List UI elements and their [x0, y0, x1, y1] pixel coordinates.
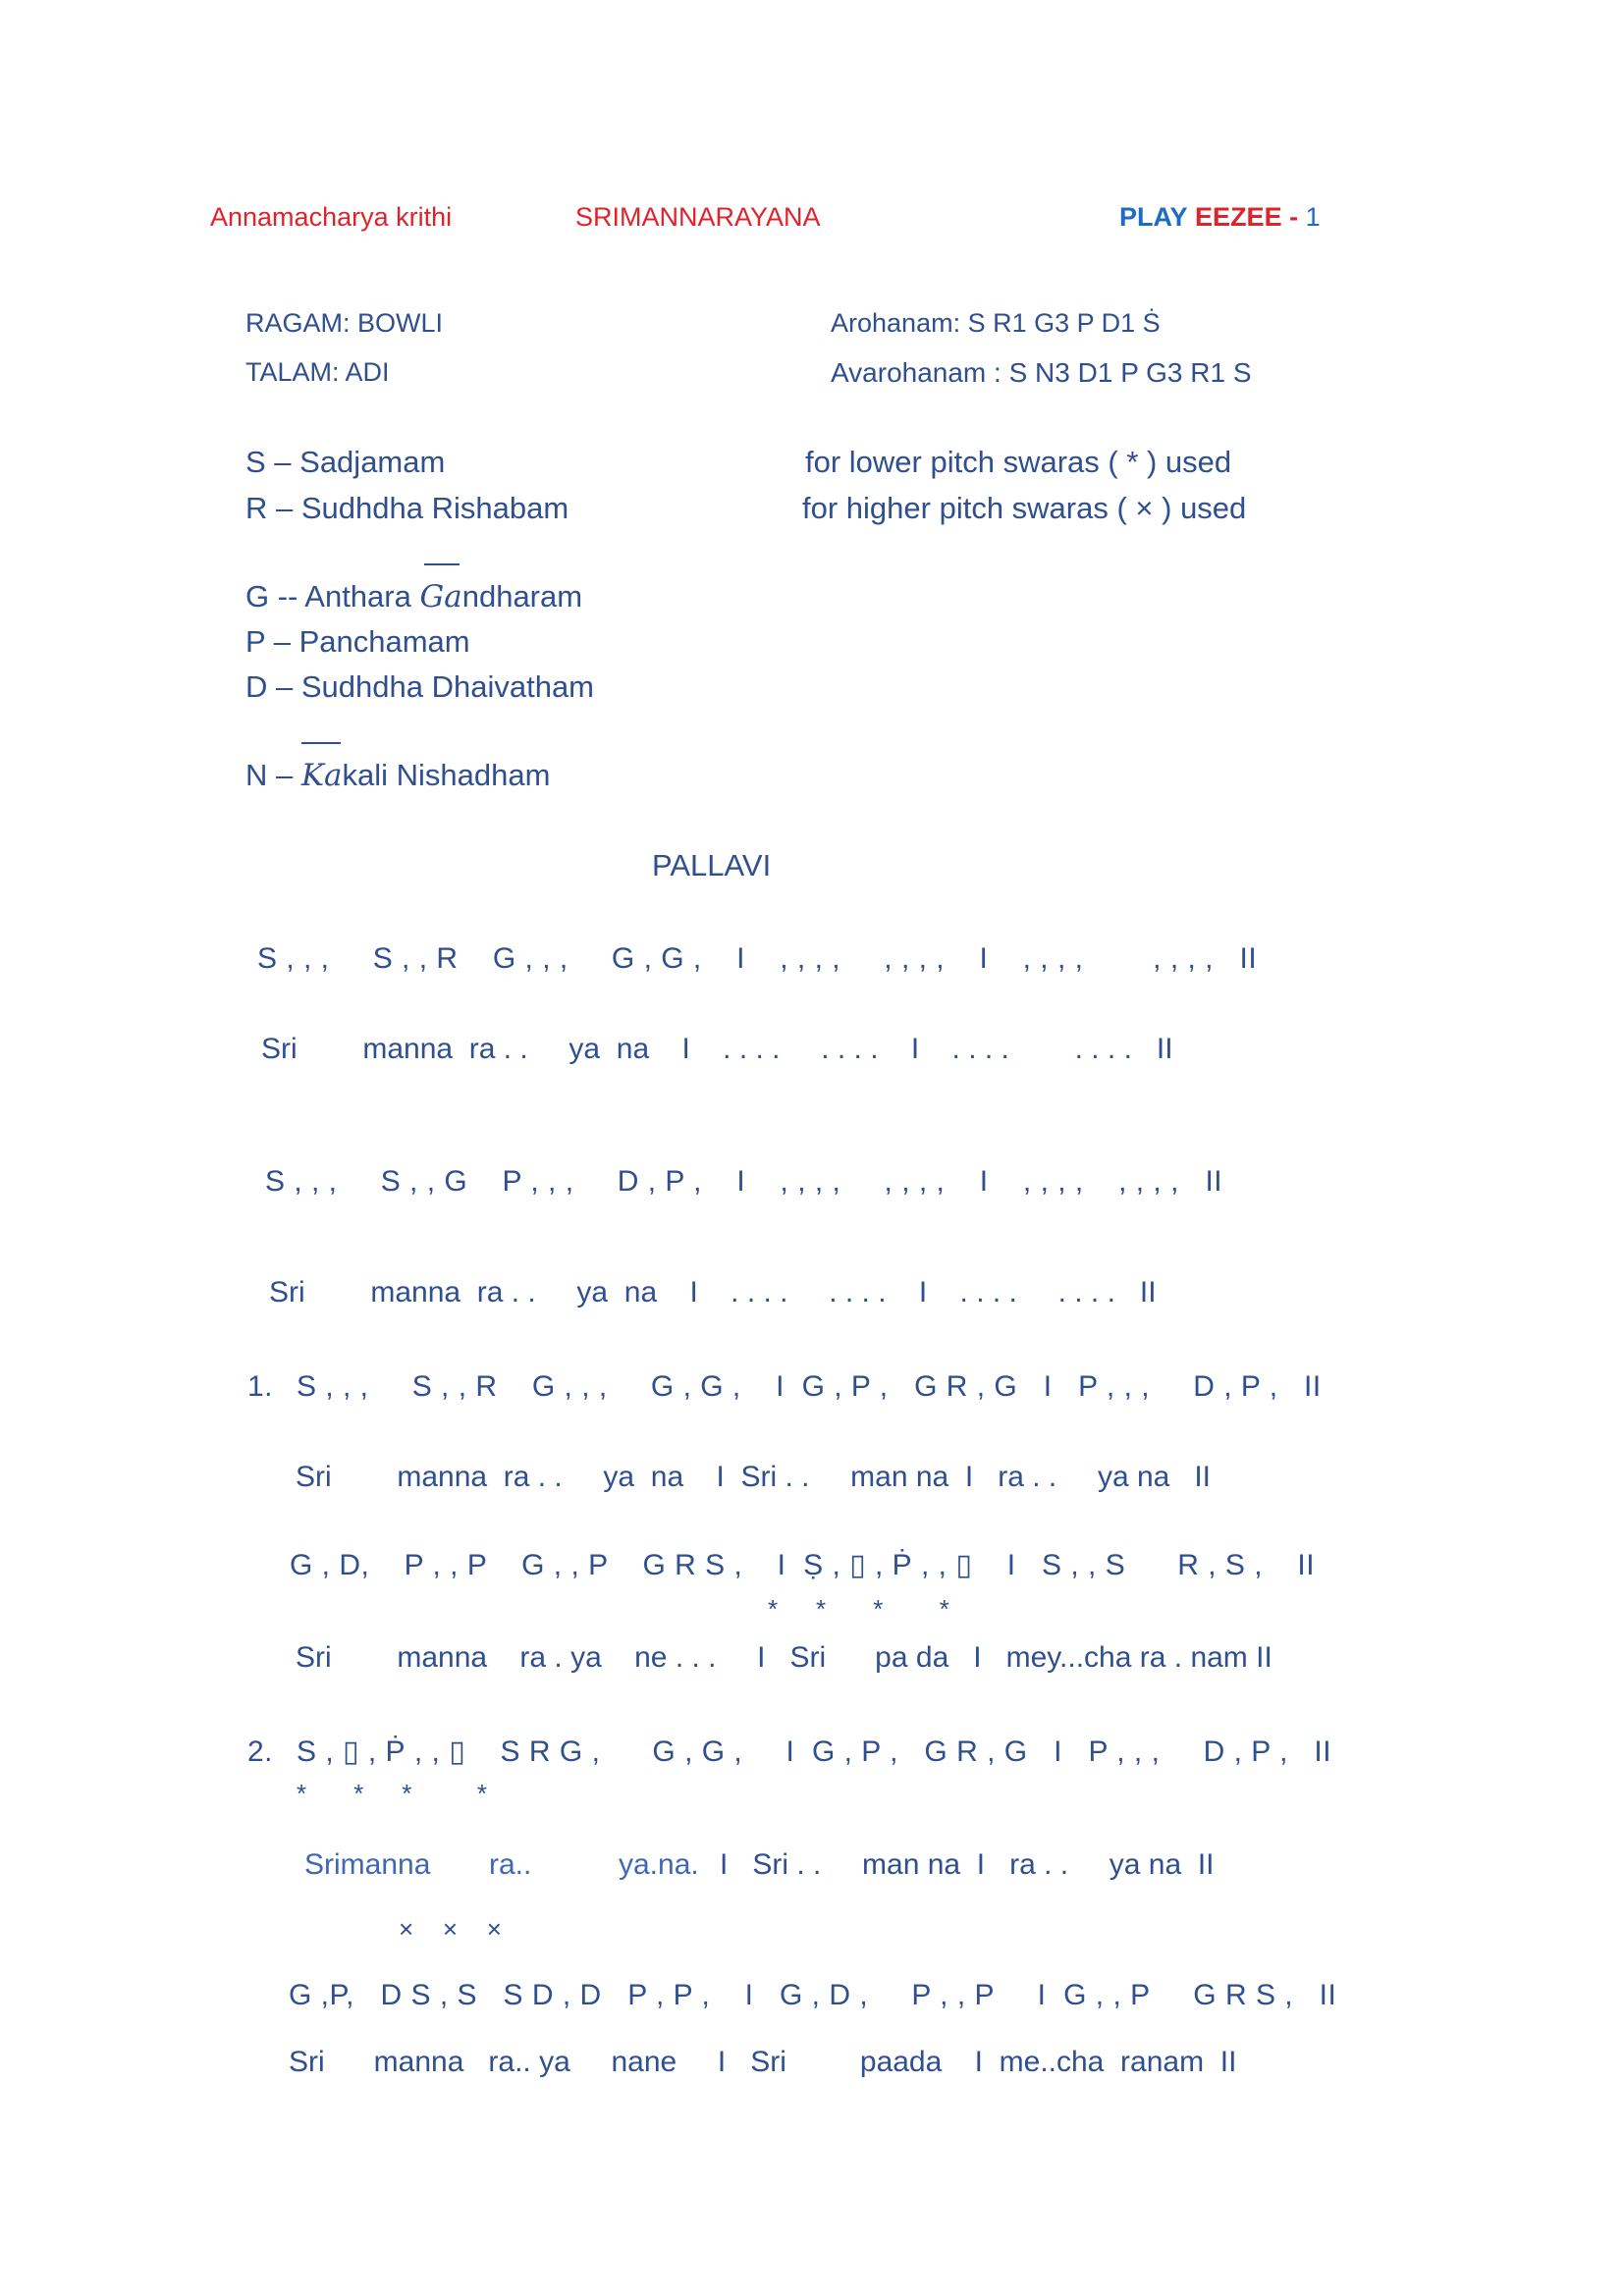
sangati2-line1-lyrics-a: Srimanna — [304, 1848, 431, 1881]
sangati2-number: 2. — [247, 1735, 274, 1768]
header-dash: - — [1289, 202, 1299, 232]
sangati1-lower-pitch-marks: * * * * — [768, 1594, 951, 1624]
legend-g — [245, 581, 582, 613]
legend-g-suffix: ndharam — [461, 579, 583, 614]
legend-n-italic: Ka — [300, 758, 343, 793]
legend-g-italic: Ga — [419, 579, 462, 614]
sangati1-line2-swaras: G , D, P , , P G , , P G R S , I Ṣ , ▯ , Ṗ , , ▯ I S , , S R , S , II — [290, 1549, 1316, 1581]
sangati2-line2-swaras: G ,P, D S , S S D , D P , P , I G , D , P , , P I G , , P G R S , II — [289, 1979, 1337, 2011]
sangati1-line1-lyrics: Sri manna ra . . ya na I Sri . . man na I ra . . ya na II — [296, 1461, 1212, 1493]
overline-n — [301, 742, 341, 744]
header-page-number: 1 — [1305, 202, 1321, 232]
sangati2-lower-pitch-marks: * * * * — [297, 1779, 490, 1808]
legend-lower-pitch: for lower pitch swaras ( * ) used — [805, 445, 1232, 479]
legend-p: P – Panchamam — [245, 624, 470, 659]
pallavi-line1-swaras: S , , , S , , R G , , , G , G , I , , , , , , , , I , , , , , , , , II — [257, 942, 1258, 975]
pallavi-title: PALLAVI — [652, 848, 772, 882]
header-play-eezee — [1119, 204, 1321, 231]
sangati2-line1-swaras: S , ▯ , Ṗ , , ▯ S R G , G , G , I G , P , G R , G I P , , , D , P , II — [297, 1735, 1332, 1768]
legend-higher-pitch: for higher pitch swaras ( × ) used — [802, 491, 1247, 525]
sangati1-line2-lyrics: Sri manna ra . ya ne . . . I Sri pa da I mey...cha ra . nam II — [296, 1641, 1272, 1674]
sangati2-line1-lyrics-c: ya.na. — [619, 1848, 699, 1881]
pallavi-line1-lyrics: Sri manna ra . . ya na I . . . . . . . . I . . . . . . . . II — [261, 1033, 1173, 1065]
legend-n — [245, 760, 550, 791]
legend-n-suffix: kali Nishadham — [342, 758, 551, 792]
ragam: RAGAM: BOWLI — [245, 308, 444, 338]
sangati2-line1-lyrics-d: I Sri . . man na I ra . . ya na II — [720, 1848, 1215, 1881]
talam: TALAM: ADI — [245, 357, 390, 387]
legend-g-prefix: G -- Anthara — [245, 579, 420, 614]
overline-g — [424, 563, 460, 565]
pallavi-line2-lyrics: Sri manna ra . . ya na I . . . . . . . . I . . . . . . . . II — [269, 1276, 1157, 1308]
legend-r: R – Sudhdha Rishabam — [245, 491, 569, 525]
arohanam: Arohanam: S R1 G3 P D1 Ṡ — [831, 308, 1161, 338]
avarohanam: Avarohanam : S N3 D1 P G3 R1 S — [831, 357, 1252, 388]
header-eezee: EEZEE — [1195, 202, 1282, 232]
pallavi-line2-swaras: S , , , S , , G P , , , D , P , I , , , , , , , , I , , , , , , , , II — [265, 1165, 1223, 1198]
sangati2-line1-lyrics-b: ra.. — [489, 1848, 532, 1881]
sangati2-line2-lyrics: Sri manna ra.. ya nane I Sri paada I me..cha ranam II — [289, 2046, 1237, 2078]
legend-n-prefix: N – — [245, 758, 301, 792]
legend-s: S – Sadjamam — [245, 445, 446, 479]
header-composer: Annamacharya krithi — [210, 202, 453, 232]
header-song-title: SRIMANNARAYANA — [575, 202, 821, 232]
sangati2-higher-pitch-marks: × × × — [399, 1914, 504, 1944]
header-play: PLAY — [1119, 202, 1188, 232]
sangati1-number: 1. — [247, 1370, 274, 1403]
legend-d: D – Sudhdha Dhaivatham — [245, 669, 595, 704]
sangati1-line1-swaras: S , , , S , , R G , , , G , G , I G , P , G R , G I P , , , D , P , II — [297, 1370, 1322, 1403]
